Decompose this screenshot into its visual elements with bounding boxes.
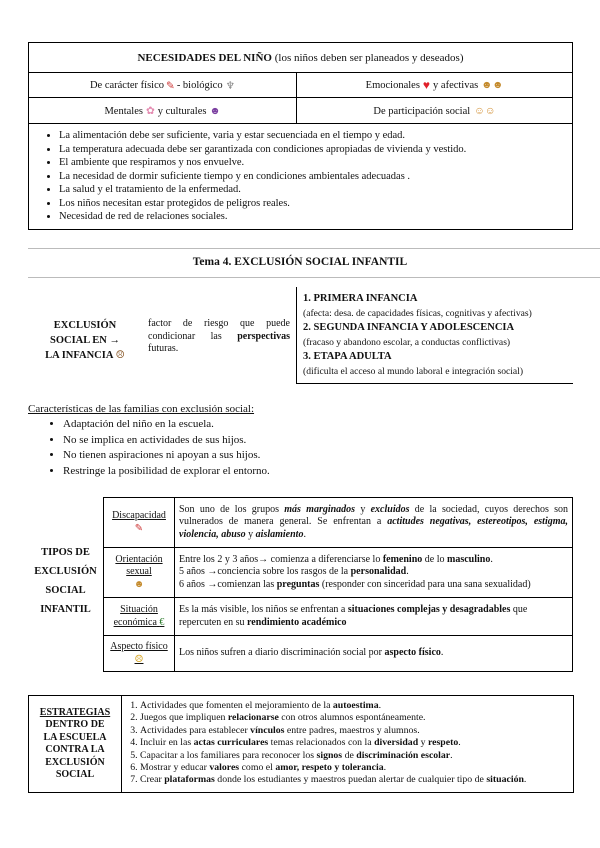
tipo-label: Aspecto físico ☹: [104, 636, 175, 672]
strategies-list: [122, 700, 571, 787]
list-item: • Necesidad de red de relaciones sociales.: [59, 210, 572, 224]
needs-title-row: [29, 43, 572, 72]
strategies-box: [28, 695, 574, 793]
stage-desc: (fracaso y abandono escolar, a conductas conflictivas): [303, 336, 511, 348]
brain-icon: ✿: [145, 106, 155, 117]
needs-emotional: Emocionales ♥ y afectivas ☻☻: [365, 78, 504, 92]
needs-title-note: (los niños deben ser planeados y deseados): [274, 51, 464, 64]
list-item: • No tienen aspiraciones ni apoyan a sus hijos.: [63, 448, 568, 464]
needs-bullet-list: [29, 129, 572, 224]
woman-icon: ☻: [209, 105, 221, 117]
needs-social: De participación social ☺☺: [373, 105, 496, 117]
needs-table: [28, 42, 573, 230]
strategies-list-wrap: [122, 700, 571, 787]
sad-child-icon: ☹: [115, 350, 125, 361]
euro-icon: €: [159, 616, 165, 628]
list-item: 5. Capacitar a los familiares para reconocer los signos de discriminación escolar.: [140, 750, 571, 762]
list-item: • El ambiente que respiramos y nos envuelve.: [59, 156, 572, 170]
list-item: • La temperatura adecuada debe ser garantizada con condiciones apropiadas de vivienda y vestido.: [59, 143, 572, 157]
exclusion-stages: [296, 287, 573, 384]
tipos-table: [103, 497, 573, 672]
tipo-text: Son uno de los grupos más marginados y excluidos de la sociedad, cuyos derechos son vulnerados de manera general. Se enfrentan a actitudes negativas, estereotipos, estigma, violencia, abuso y aislamiento.: [175, 498, 573, 548]
needs-bullets-area: [29, 123, 572, 229]
exclusion-factor: factor de riesgo que puede condicionar las perspectivas futuras.: [148, 318, 290, 354]
syringe-icon: ✎: [166, 80, 175, 92]
list-item: 6. Mostrar y educar valores como el amor, respeto y tolerancia.: [140, 762, 571, 774]
strategies-label: ESTRATEGIAS DENTRO DE LA ESCUELA CONTRA LA EXCLUSIÓN SOCIAL: [29, 696, 122, 792]
dizzy-face-icon: ☹: [134, 653, 144, 665]
table-row: [104, 548, 573, 598]
stage-title: 3. ETAPA ADULTA: [303, 351, 392, 362]
heart-icon: ♥: [422, 78, 431, 92]
needs-mental: Mentales ✿ y culturales ☻: [29, 98, 297, 124]
table-row: [104, 636, 573, 672]
divider-top: [28, 248, 600, 249]
needs-title: NECESIDADES DEL NIÑO: [137, 51, 272, 64]
exclusion-label: EXCLUSIÓN SOCIAL EN → LA INFANCIA ☹: [45, 320, 125, 361]
couple-icon: ☻☻: [481, 80, 504, 91]
list-item: • Adaptación del niño en la escuela.: [63, 417, 568, 433]
families-heading: Características de las familias con exclusión social:: [28, 403, 255, 415]
tipo-label: Orientación sexual ☻: [104, 548, 175, 598]
dna-icon: ♆: [225, 80, 236, 92]
divider-bottom: [28, 277, 600, 278]
list-item: • Los niños necesitan estar protegidos de peligros reales.: [59, 197, 572, 211]
list-item: • Restringe la posibilidad de explorar el entorno.: [63, 464, 568, 480]
list-item: • No se implica en actividades de sus hijos.: [63, 433, 568, 449]
couple-icon: ☻: [133, 578, 145, 590]
list-item: 1. Actividades que fomenten el mejoramiento de la autoestima.: [140, 700, 571, 712]
list-item: 4. Incluir en las actas curriculares temas relacionados con la diversidad y respeto.: [140, 737, 571, 749]
list-item: 3. Actividades para establecer vínculos entre padres, maestros y alumnos.: [140, 725, 571, 737]
list-item: • La salud y el tratamiento de la enfermedad.: [59, 183, 572, 197]
tipo-label: Discapacidad ✎: [104, 498, 175, 548]
tema-title: Tema 4. EXCLUSIÓN SOCIAL INFANTIL: [192, 256, 408, 268]
needs-physical: De carácter físico ✎ - biológico ♆: [29, 73, 297, 98]
stage-title: 2. SEGUNDA INFANCIA Y ADOLESCENCIA: [303, 322, 515, 333]
families-section: [28, 402, 568, 479]
tipo-text: Los niños sufren a diario discriminación social por aspecto físico.: [175, 636, 573, 672]
tipo-text: Entre los 2 y 3 años→ comienza a diferenciarse lo femenino de lo masculino. 5 años →conciencia sobre los rasgos de la personalidad. 6 años →comienzan las preguntas (responder con sinceridad para una sana sexualidad): [175, 548, 573, 598]
tipo-label: Situación económica €: [104, 598, 175, 636]
people-icon: ☺☺: [474, 105, 496, 117]
stage-desc: (afecta: desa. de capacidades físicas, cognitivas y afectivas): [303, 307, 532, 319]
list-item: 2. Juegos que impliquen relacionarse con otros alumnos espontáneamente.: [140, 712, 571, 724]
tipos-label: TIPOS DE EXCLUSIÓN SOCIAL INFANTIL: [34, 547, 97, 615]
list-item: • La necesidad de dormir suficiente tiempo y en condiciones ambientales adecuadas .: [59, 170, 572, 184]
stage-desc: (dificulta el acceso al mundo laboral e integración social): [303, 365, 524, 377]
tipo-text: Es la más visible, los niños se enfrentan a situaciones complejas y desagradables que repercuten en su rendimiento académico: [175, 598, 573, 636]
list-item: • La alimentación debe ser suficiente, varia y estar secuenciada en el tiempo y edad.: [59, 129, 572, 143]
table-row: [104, 498, 573, 548]
stage-title: 1. PRIMERA INFANCIA: [303, 293, 418, 304]
wheelchair-icon: ✎: [134, 522, 144, 534]
table-row: [104, 598, 573, 636]
list-item: 7. Crear plataformas donde los estudiantes y maestros puedan alertar de cualquier tipo de situación.: [140, 774, 571, 786]
